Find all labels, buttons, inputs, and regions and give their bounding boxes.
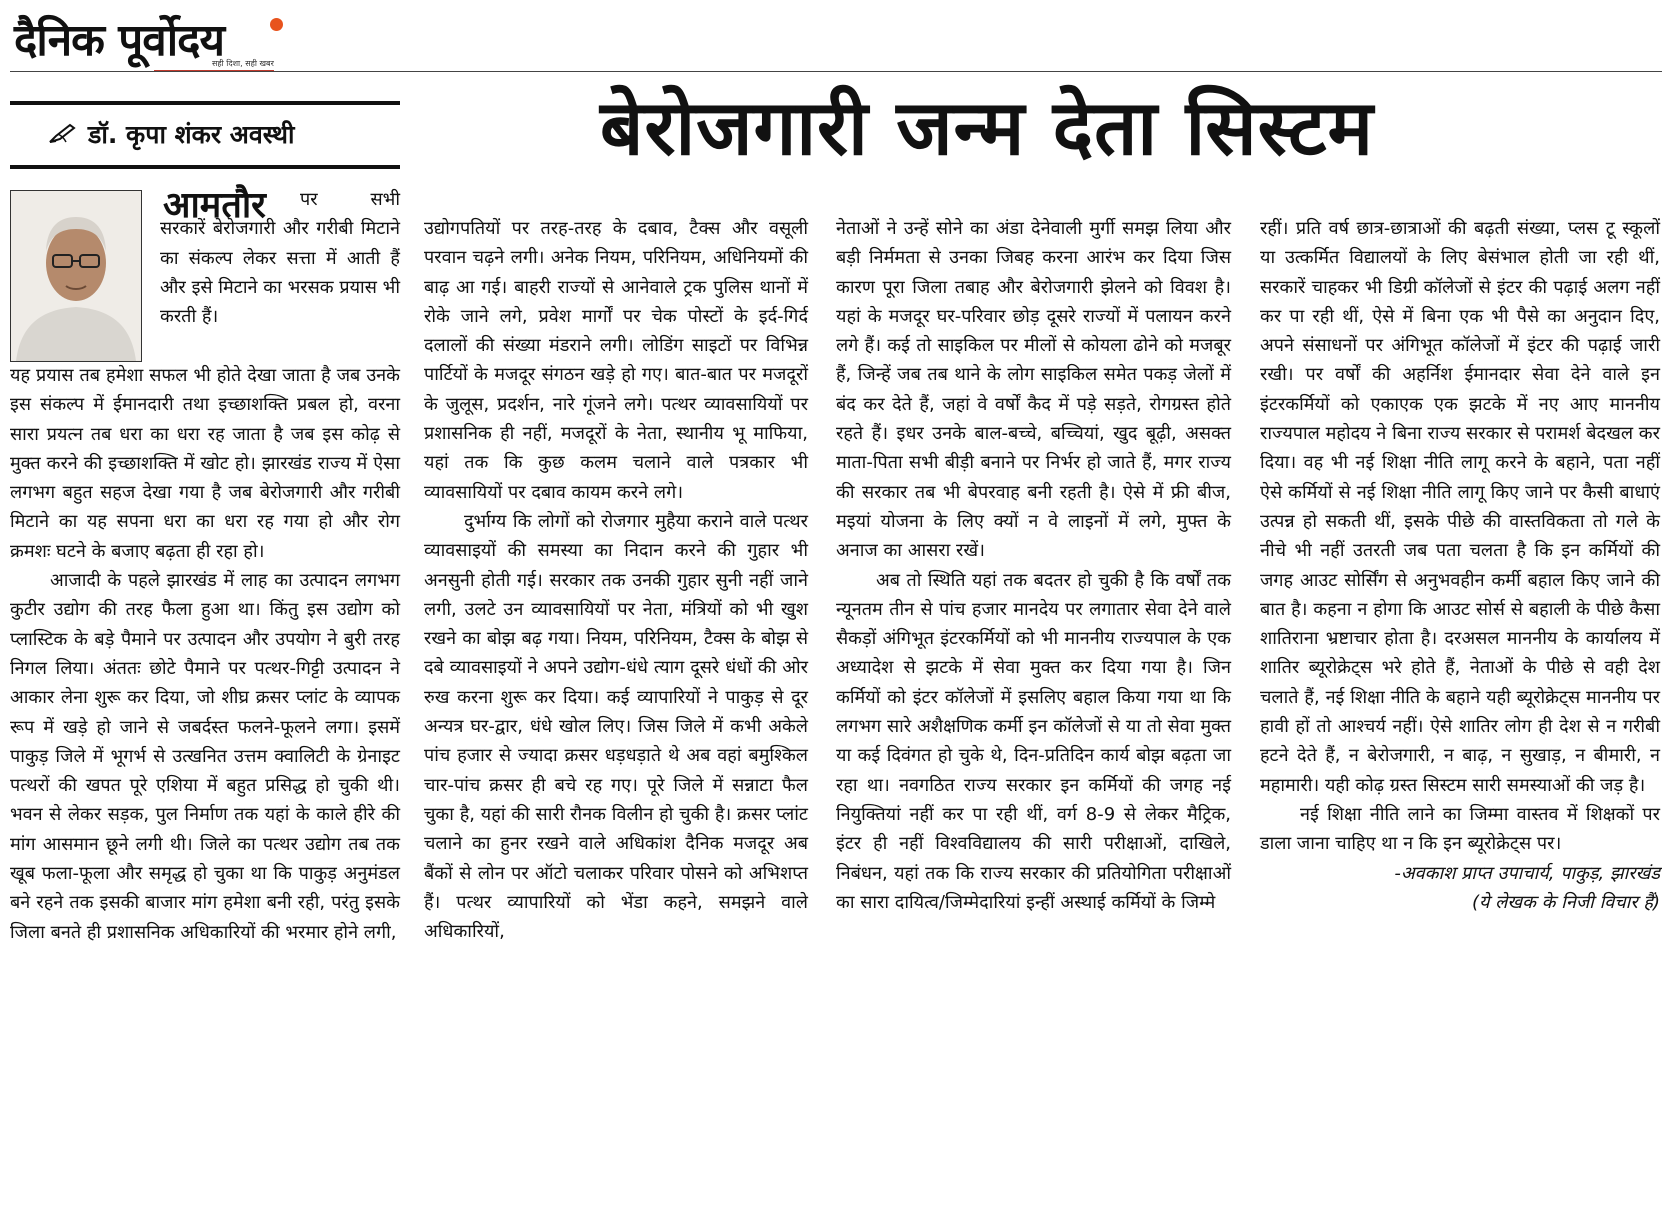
author-designation: -अवकाश प्राप्त उपाचार्य, पाकुड़, झारखंड xyxy=(1394,862,1660,884)
column-2 xyxy=(424,214,808,946)
paragraph: दुर्भाग्य कि लोगों को रोजगार मुहैया कराने वाले पत्थर व्यावसाइयों की समस्या का निदान करने की गुहार भी अनसुनी होती गई। सरकार तक उनकी गुहार सुनी नहीं जाने लगी, उलटे उन व्यावसायियों पर नेता, मंत्रियों को भी खुश रखने का बोझ बढ़ गया। नियम, परिनियम, टैक्स के बोझ से दबे व्यावसाइयों ने अपने उद्योग-धंधे त्याग दूसरे धंधों की ओर रुख करना शुरू कर दिया। कई व्यापारियों ने पाकुड़ से दूर अन्यत्र घर-द्वार, धंधे खोल लिए। जिस जिले में कभी अकेले पांच हजार से ज्यादा क्रसर धड़धड़ाते थे अब वहां बमुश्किल चार-पांच क्रसर ही बचे रह गए। पूरे जिले में सन्नाटा फैल चुका है, यहां की सारी रौनक विलीन हो चुकी है। क्रसर प्लांट चलाने का हुनर रखने वाले अधिकांश दैनिक मजदूर अब बैंकों से लोन पर ऑटो चलाकर परिवार पोसने को अभिशप्त हैं। पत्थर व्यापारियों को भेंडा कहने, समझने वाले अधिकारियों, xyxy=(424,510,808,943)
paragraph: नई शिक्षा नीति लाने का जिम्मा वास्तव में शिक्षकों पर डाला जाना चाहिए था न कि इन ब्यूरोक्रेट्स पर। xyxy=(1260,803,1660,855)
author-portrait-icon xyxy=(11,191,141,361)
paragraph: अब तो स्थिति यहां तक बदतर हो चुकी है कि वर्षों तक न्यूनतम तीन से पांच हजार मानदेय पर लगातार सेवा देने वाले सैकड़ों अंगिभूत इंटरकर्मियों को भी माननीय राज्यपाल के एक अध्यादेश से झटके में सेवा मुक्त कर दिया गया है। जिन कर्मियों को इंटर कॉलेजों में इसलिए बहाल किया गया था कि लगभग सारे अशैक्षणिक कर्मी इन कॉलेजों से या तो सेवा मुक्त या कई दिवंगत हो चुके थे, दिन-प्रतिदिन कार्य बोझ बढ़ता जा रहा था। नवगठित राज्य सरकार इन कर्मियों की जगह नई नियुक्तियां नहीं कर पा रही थीं, वर्ग 8-9 से लेकर मैट्रिक, इंटर ही नहीं विश्वविद्यालय की सारी परीक्षाओं, दाखिले, निबंधन, यहां तक कि राज्य सरकार की प्रतियोगिता परीक्षाओं का सारा दायित्व/जिम्मेदारियां इन्हीं अस्थाई कर्मियों के जिम्मे xyxy=(836,569,1231,913)
byline xyxy=(10,101,400,169)
header-divider xyxy=(10,71,1662,72)
masthead xyxy=(14,8,284,70)
paragraph: यह प्रयास तब हमेशा सफल भी होते देखा जाता है जब उनके इस संकल्प में ईमानदारी तथा इच्छाशक्ति प्रबल हो, वरना सारा प्रयत्न तब धरा का धरा रह जाता है जब इस कोढ़ से मुक्त करने की इच्छाशक्ति में खोट हो। झारखंड राज्य में ऐसा लगभग बहुत सहज देखा गया है जब बेरोजगारी और गरीबी मिटाने का यह सपना धरा का धरा रह गया हो और रोग क्रमशः घटने के बजाए बढ़ता ही रहा हो। xyxy=(10,365,400,562)
logo-tagline: सही दिशा, सही खबर xyxy=(212,59,274,68)
author-name: डॉ. कृपा शंकर अवस्थी xyxy=(88,120,295,149)
article-intro xyxy=(160,185,400,331)
column-1 xyxy=(10,361,400,947)
newspaper-logo: दैनिक पूर्वोदय xyxy=(14,15,225,66)
drop-cap-word: आमतौर xyxy=(163,185,266,226)
paragraph: आजादी के पहले झारखंड में लाह का उत्पादन लगभग कुटीर उद्योग की तरह फैला हुआ था। किंतु इस उद्योग को प्लास्टिक के बड़े पैमाने पर उत्पादन और उपयोग ने बुरी तरह निगल लिया। अंततः छोटे पैमाने पर पत्थर-गिट्टी उत्पादन ने आकार लेना शुरू कर दिया, जो शीघ्र क्रसर प्लांट के व्यापक रूप में खड़े हो जाने से जबर्दस्त फलने-फूलने लगा। इसमें पाकुड़ जिले में भूगर्भ से उत्खनित उत्तम क्वालिटी के ग्रेनाइट पत्थरों की खपत पूरे एशिया में बहुत प्रसिद्ध हो चुकी थी। भवन से लेकर सड़क, पुल निर्माण तक यहां के काले हीरे की मांग आसमान छूने लगी थी। जिले का पत्थर उद्योग तब तक खूब फला-फूला और समृद्ध हो चुका था कि पाकुड़ अनुमंडल बने रहने तक इसकी बाजार मांग हमेशा बनी रही, परंतु इसके जिला बनते ही प्रशासनिक अधिकारियों की भरमार होने लगी, xyxy=(10,570,400,943)
column-3 xyxy=(836,214,1231,917)
column-4 xyxy=(1260,214,1660,917)
paragraph: उद्योगपतियों पर तरह-तरह के दबाव, टैक्स और वसूली परवान चढ़ने लगी। अनेक नियम, परिनियम, अधिनियमों की बाढ़ आ गई। बाहरी राज्यों से आनेवाले ट्रक पुलिस थानों में रोके जाने लगे, प्रवेश मार्गों पर चेक पोस्टों के इर्द-गिर्द दलालों की संख्या मंडराने लगी। लोडिंग साइटों पर विभिन्न पार्टियों के मजदूर संगठन खड़े हो गए। बात-बात पर मजदूरों के जुलूस, प्रदर्शन, नारे गूंजने लगे। पत्थर व्यावसायियों पर प्रशासनिक ही नहीं, मजदूरों के नेता, स्थानीय भू माफिया, यहां तक कि कुछ कलम चलाने वाले पत्रकार भी व्यावसायियों पर दबाव कायम करने लगे। xyxy=(424,218,808,503)
intro-paragraph: पर सभी सरकारें बेरोजगारी और गरीबी मिटाने का संकल्प लेकर सत्ता में आती हैं और इसे मिटाने का भरसक प्रयास भी करती हैं। xyxy=(160,189,400,328)
paragraph: नेताओं ने उन्हें सोने का अंडा देनेवाली मुर्गी समझ लिया और बड़ी निर्ममता से उनका जिबह करना आरंभ कर दिया जिस कारण पूरा जिला तबाह और बेरोजगारी झेलने को विवश है। यहां के मजदूर घर-परिवार छोड़ दूसरे राज्यों में पलायन करने लगे हैं। कई तो साइकिल पर मीलों से कोयला ढोने को मजबूर हैं, जिन्हें जब तब थाने के लोग साइकिल समेत पकड़ जेलों में बंद कर देते हैं, जहां वे वर्षों कैद में पड़े सड़ते, रोगग्रस्त होते रहते हैं। इधर उनके बाल-बच्चे, बच्चियां, खुद बूढ़ी, असक्त माता-पिता सभी बीड़ी बनाने पर निर्भर हो जाते हैं, मगर राज्य की सरकार तब भी बेपरवाह बनी रहती है। ऐसे में फ्री बीज, मइयां योजना के लिए क्यों न वे लाइनों में लगे, मुफ्त के अनाज का आसरा रखें। xyxy=(836,218,1231,562)
author-photo xyxy=(10,190,142,362)
disclaimer: (ये लेखक के निजी विचार हैं) xyxy=(1471,891,1660,913)
pen-icon xyxy=(48,122,78,144)
article-headline: बेरोजगारी जन्म देता सिस्टम xyxy=(600,83,1374,172)
logo-sun-dot xyxy=(270,18,283,31)
paragraph: रहीं। प्रति वर्ष छात्र-छात्राओं की बढ़ती संख्या, प्लस टू स्कूलों या उत्कर्मित विद्यालयों के लिए बेसंभाल होती जा रही थीं, सरकारें चाहकर भी डिग्री कॉलेजों से इंटर की पढ़ाई अलग नहीं कर पा रही थीं, ऐसे में बिना एक भी पैसे का अनुदान दिए, अपने संसाधनों पर अंगिभूत कॉलेजों में इंटर की पढ़ाई जारी रखी। पर वर्षों की अहर्निश ईमानदार सेवा देने वाले इन इंटरकर्मियों को एकाएक एक झटके में नए आए माननीय राज्यपाल महोदय ने बिना राज्य सरकार से परामर्श बेदखल कर दिया। वह भी नई शिक्षा नीति लागू करने के बहाने, पता नहीं ऐसे कर्मियों से नई शिक्षा नीति लागू किए जाने पर कैसी बाधाएं उत्पन्न हो सकती थीं, इसके पीछे की वास्तविकता तो गले के नीचे भी नहीं उतरती जब पता चलता है कि इन कर्मियों की जगह आउट सोर्सिंग से अनुभवहीन कर्मी बहाल किए जाने की बात है। कहना न होगा कि आउट सोर्स से बहाली के पीछे कैसा शातिराना भ्रष्टाचार होता है। दरअसल माननीय के कार्यालय में शातिर ब्यूरोक्रेट्स भरे होते हैं, नेताओं के पीछे से वही देश चलाते हैं, नई शिक्षा नीति के बहाने यही ब्यूरोक्रेट्स माननीय पर हावी हों तो आश्चर्य नहीं। ऐसे शातिर लोग ही देश से न गरीबी हटने देते हैं, न बेरोजगारी, न बाढ़, न सुखाड़, न बीमारी, न महामारी। यही कोढ़ ग्रस्त सिस्टम सारी समस्याओं की जड़ है। xyxy=(1260,218,1660,796)
